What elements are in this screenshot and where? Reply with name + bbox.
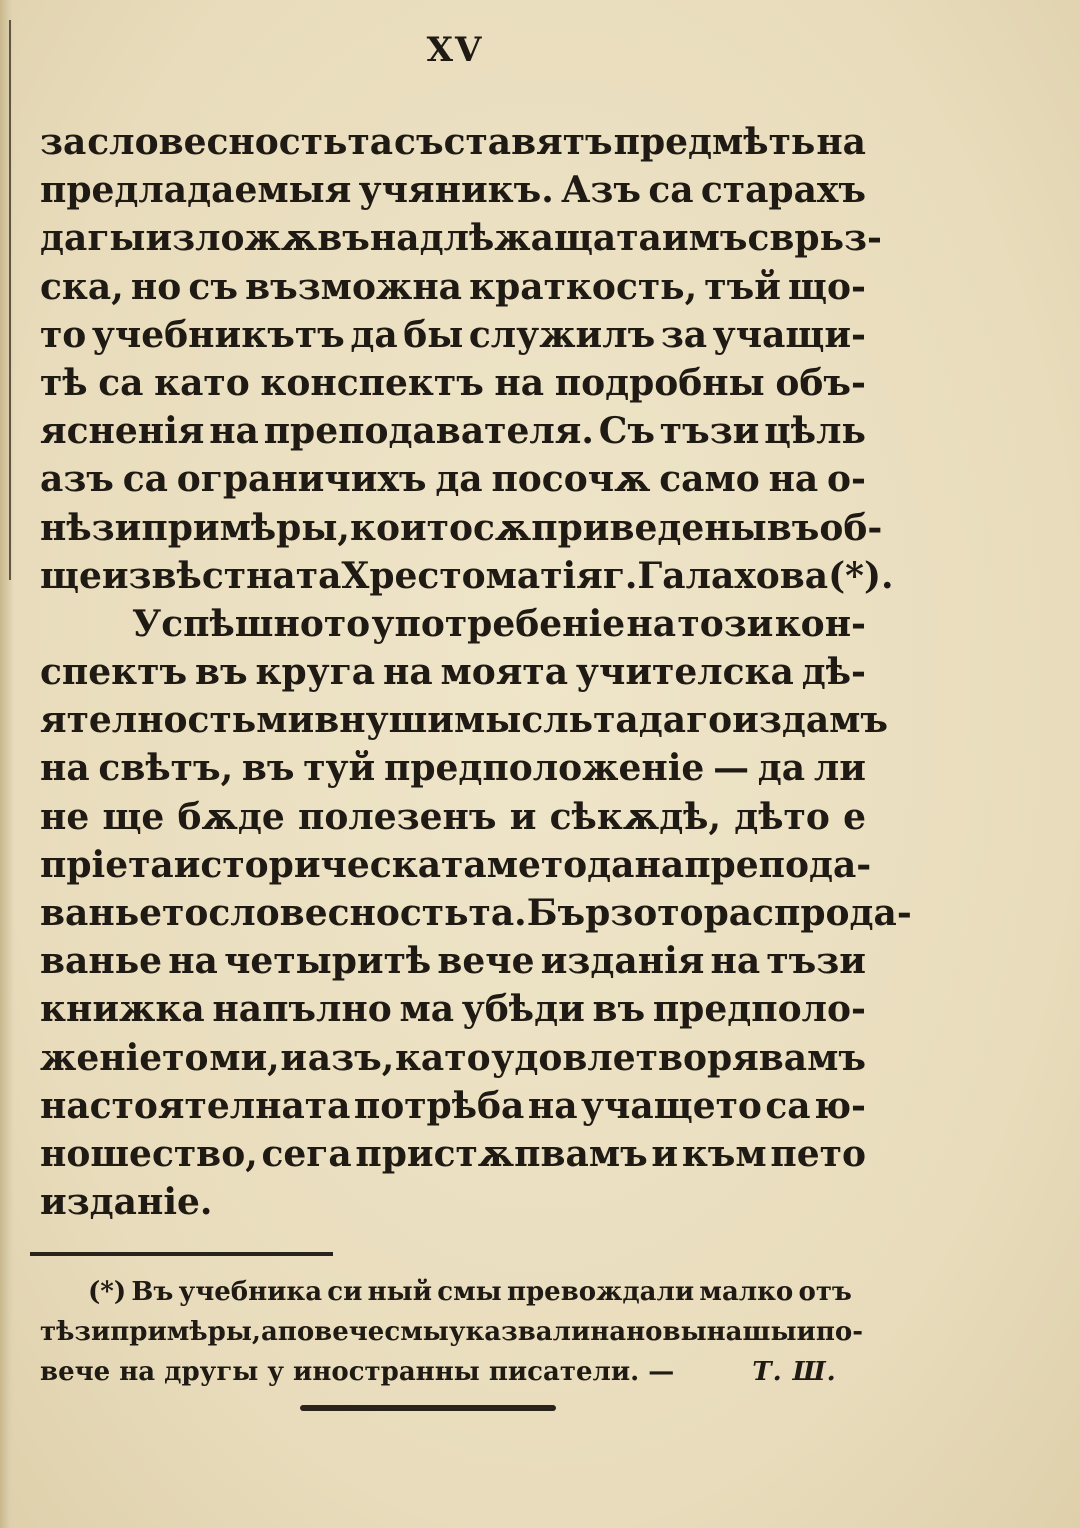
word: възможна xyxy=(245,265,462,308)
word: азъ, xyxy=(307,1036,395,1079)
text-line xyxy=(40,311,866,359)
footnote-word: си xyxy=(327,1277,363,1307)
word: да xyxy=(350,313,398,356)
word: що- xyxy=(788,265,866,308)
word: распрода- xyxy=(703,892,912,934)
footnote-word: ный xyxy=(367,1277,433,1307)
word: ванье xyxy=(40,940,163,983)
word: въ xyxy=(194,651,248,694)
end-ornament-rule xyxy=(300,1405,556,1411)
footnote-word: Въ xyxy=(131,1277,174,1307)
word: но xyxy=(130,265,182,308)
footnote-signature: Т. Ш. xyxy=(752,1357,837,1387)
word: въ xyxy=(317,217,370,260)
word: конспектъ xyxy=(260,361,484,404)
text-line xyxy=(40,841,872,889)
footnote-word: тѣзи xyxy=(40,1317,111,1347)
word: на xyxy=(634,843,685,886)
word: краткость, xyxy=(469,265,698,308)
word: пристѫпвамъ xyxy=(355,1132,648,1175)
word: не xyxy=(40,795,90,838)
word: туй xyxy=(303,747,376,790)
word: ще xyxy=(102,795,165,838)
word: имъ xyxy=(661,217,748,260)
word: Хрестоматія xyxy=(341,554,603,597)
footnote-word: смы xyxy=(384,1317,449,1347)
word: изданіе. xyxy=(40,1181,213,1224)
word: предположеніе xyxy=(383,747,705,790)
footnote-word: повече xyxy=(277,1317,385,1347)
word: на xyxy=(209,410,259,453)
word: да xyxy=(757,747,806,790)
word: четыритѣ xyxy=(224,940,432,983)
word: изложѫ xyxy=(145,217,318,260)
word: които xyxy=(349,506,473,549)
footnote-word: нашы xyxy=(706,1317,797,1347)
word: старахъ xyxy=(700,169,866,212)
word: като xyxy=(394,1036,491,1079)
page-number: XV xyxy=(426,30,484,70)
word: на xyxy=(40,747,90,790)
word: към xyxy=(681,1132,767,1175)
word: на xyxy=(710,940,761,983)
paragraph-2 xyxy=(40,600,912,1226)
word: за xyxy=(40,121,87,163)
word: пріета xyxy=(40,843,174,886)
word: е xyxy=(843,795,866,838)
word: книжка xyxy=(40,988,205,1031)
word: бы xyxy=(403,313,464,356)
footnote-word: малко xyxy=(699,1277,794,1307)
word: метода xyxy=(486,843,635,886)
word: предполо- xyxy=(652,988,866,1031)
word: Успѣшното xyxy=(132,602,371,645)
footnote-line xyxy=(40,1312,863,1352)
text-line xyxy=(40,1034,866,1082)
text-line xyxy=(40,1178,866,1226)
word: напълно xyxy=(212,988,392,1031)
word: го xyxy=(686,699,733,742)
word: Галахова xyxy=(637,554,829,597)
text-line xyxy=(40,696,889,744)
word: — xyxy=(713,747,750,790)
word: внуши xyxy=(314,699,455,742)
word: и xyxy=(509,795,537,838)
word: дѣ- xyxy=(801,651,866,694)
text-line xyxy=(40,263,866,311)
word: да xyxy=(40,217,88,260)
word: въ xyxy=(592,988,646,1031)
word: полезенъ xyxy=(298,795,497,838)
word: съ xyxy=(188,265,238,308)
word: на xyxy=(626,602,677,645)
word: да xyxy=(638,699,687,742)
text-line xyxy=(40,552,894,600)
word: ма xyxy=(399,988,455,1031)
word: като xyxy=(154,361,250,404)
word: са xyxy=(122,458,168,501)
word: круга xyxy=(255,651,376,694)
text-line xyxy=(40,455,866,503)
word: надлѣжащата xyxy=(369,217,662,260)
word: учителска xyxy=(575,651,794,694)
word: цѣль xyxy=(764,410,866,453)
word: служилъ xyxy=(468,313,656,356)
word: тъзи xyxy=(766,940,866,983)
word: преподавателя. xyxy=(263,410,594,453)
word: изданія xyxy=(540,940,705,983)
word: на xyxy=(768,458,819,501)
footnote-word: примѣры, xyxy=(110,1317,261,1347)
word: ми, xyxy=(209,1036,280,1079)
word: сѫ xyxy=(472,506,532,549)
word: са xyxy=(98,361,144,404)
footnote-word: по- xyxy=(815,1317,863,1347)
word: сврьз- xyxy=(747,217,882,260)
word: на xyxy=(382,651,433,694)
text-line xyxy=(40,1130,866,1178)
word: са xyxy=(648,169,694,212)
word: г. xyxy=(602,554,638,597)
text-line xyxy=(40,793,866,841)
footnote-word: превождали xyxy=(506,1277,695,1307)
word: учащето xyxy=(581,1084,762,1127)
word: тъй xyxy=(704,265,781,308)
footnote-word: а xyxy=(260,1317,278,1347)
word: ли xyxy=(813,747,866,790)
word: убѣди xyxy=(461,988,585,1031)
word: нѣзи xyxy=(40,506,142,549)
word: словесностьта xyxy=(87,121,394,163)
word: на xyxy=(494,361,545,404)
word: за xyxy=(660,313,708,356)
word: тѣ xyxy=(40,361,88,404)
word: предладаемыя xyxy=(40,169,352,212)
word: удовлетворявамъ xyxy=(491,1036,866,1079)
word: пето xyxy=(770,1132,866,1175)
word: посочѫ xyxy=(491,458,651,501)
text-line xyxy=(40,744,866,792)
body-text xyxy=(40,118,912,1226)
footnote-word: отъ xyxy=(798,1277,852,1307)
word: (*). xyxy=(828,554,894,597)
word: ограничихъ xyxy=(176,458,427,501)
word: мысльта xyxy=(454,699,639,742)
text-line xyxy=(40,1082,866,1130)
word: да xyxy=(435,458,483,501)
footnote-word: новы xyxy=(626,1317,707,1347)
word: ю- xyxy=(814,1084,866,1127)
word: съставятъ xyxy=(394,121,613,163)
word: ска, xyxy=(40,265,124,308)
word: са xyxy=(765,1084,811,1127)
word: азъ xyxy=(40,458,114,501)
word: въ xyxy=(766,506,820,549)
text-line xyxy=(40,214,882,262)
word: спектъ xyxy=(40,651,188,694)
word: объ- xyxy=(775,361,866,404)
text-line xyxy=(40,118,866,166)
text-line xyxy=(40,359,866,407)
text-line xyxy=(40,407,866,455)
word: учяникъ. xyxy=(358,169,554,212)
word: на xyxy=(168,940,218,983)
text-line xyxy=(40,937,866,985)
text-line xyxy=(40,166,866,214)
text-line xyxy=(40,648,866,696)
footnote-word: на xyxy=(590,1317,627,1347)
word: предмѣть xyxy=(613,121,816,163)
word: употребеніе xyxy=(371,602,626,645)
word: приведены xyxy=(531,506,767,549)
word: сѣкѫдѣ, xyxy=(549,795,722,838)
word: о- xyxy=(827,458,866,501)
word: свѣтъ, xyxy=(98,747,234,790)
word: Бързото xyxy=(526,892,704,934)
footnote-word: и xyxy=(796,1317,816,1347)
word: издамъ xyxy=(732,699,889,742)
footnote-word: учебника xyxy=(178,1277,323,1307)
word: ясненія xyxy=(40,410,205,453)
word: Съ xyxy=(598,410,655,453)
footnote-line xyxy=(40,1352,852,1392)
footnote-last-line-text: вече на другы у иностранны писатели. — xyxy=(40,1357,675,1387)
footnote-line xyxy=(40,1272,852,1312)
word: ваньето xyxy=(40,892,209,934)
paragraph-1 xyxy=(40,118,894,600)
text-line xyxy=(40,504,883,552)
word: само xyxy=(659,458,760,501)
text-line xyxy=(40,985,866,1033)
word: ми xyxy=(256,699,315,742)
word: бѫде xyxy=(177,795,285,838)
word: въ xyxy=(241,747,295,790)
word: този xyxy=(677,602,774,645)
footnote-word: указвали xyxy=(448,1317,591,1347)
word: на xyxy=(527,1084,578,1127)
word: словесностьта. xyxy=(208,892,527,934)
word: то xyxy=(40,313,87,356)
binding-line xyxy=(9,20,11,580)
word: учащи- xyxy=(712,313,866,356)
footnote xyxy=(40,1272,863,1392)
word: настоятелната xyxy=(40,1084,351,1127)
footnote-word: смы xyxy=(437,1277,502,1307)
word: гы xyxy=(87,217,146,260)
word: ятелность xyxy=(40,699,257,742)
word: и xyxy=(280,1036,308,1079)
word: дѣто xyxy=(734,795,830,838)
text-line xyxy=(40,889,912,937)
word: об- xyxy=(819,506,883,549)
word: на xyxy=(816,121,866,163)
word: кон- xyxy=(774,602,866,645)
word: тъзи xyxy=(659,410,760,453)
footnote-word: (*) xyxy=(88,1277,127,1307)
word: сега xyxy=(261,1132,352,1175)
word: Азъ xyxy=(561,169,642,212)
word: щеизвѣстната xyxy=(40,554,342,597)
word: ношество, xyxy=(40,1132,258,1175)
word: потрѣба xyxy=(353,1084,525,1127)
word: подробны xyxy=(554,361,765,404)
word: препода- xyxy=(684,843,872,886)
binding-edge xyxy=(0,0,14,1528)
word: учебникътъ xyxy=(91,313,345,356)
word: моята xyxy=(440,651,569,694)
word: вече xyxy=(437,940,535,983)
word: и xyxy=(651,1132,679,1175)
word: примѣры, xyxy=(141,506,350,549)
footnote-rule xyxy=(30,1252,333,1256)
text-line xyxy=(40,600,866,648)
word: женіето xyxy=(40,1036,209,1079)
word: историческата xyxy=(173,843,487,886)
